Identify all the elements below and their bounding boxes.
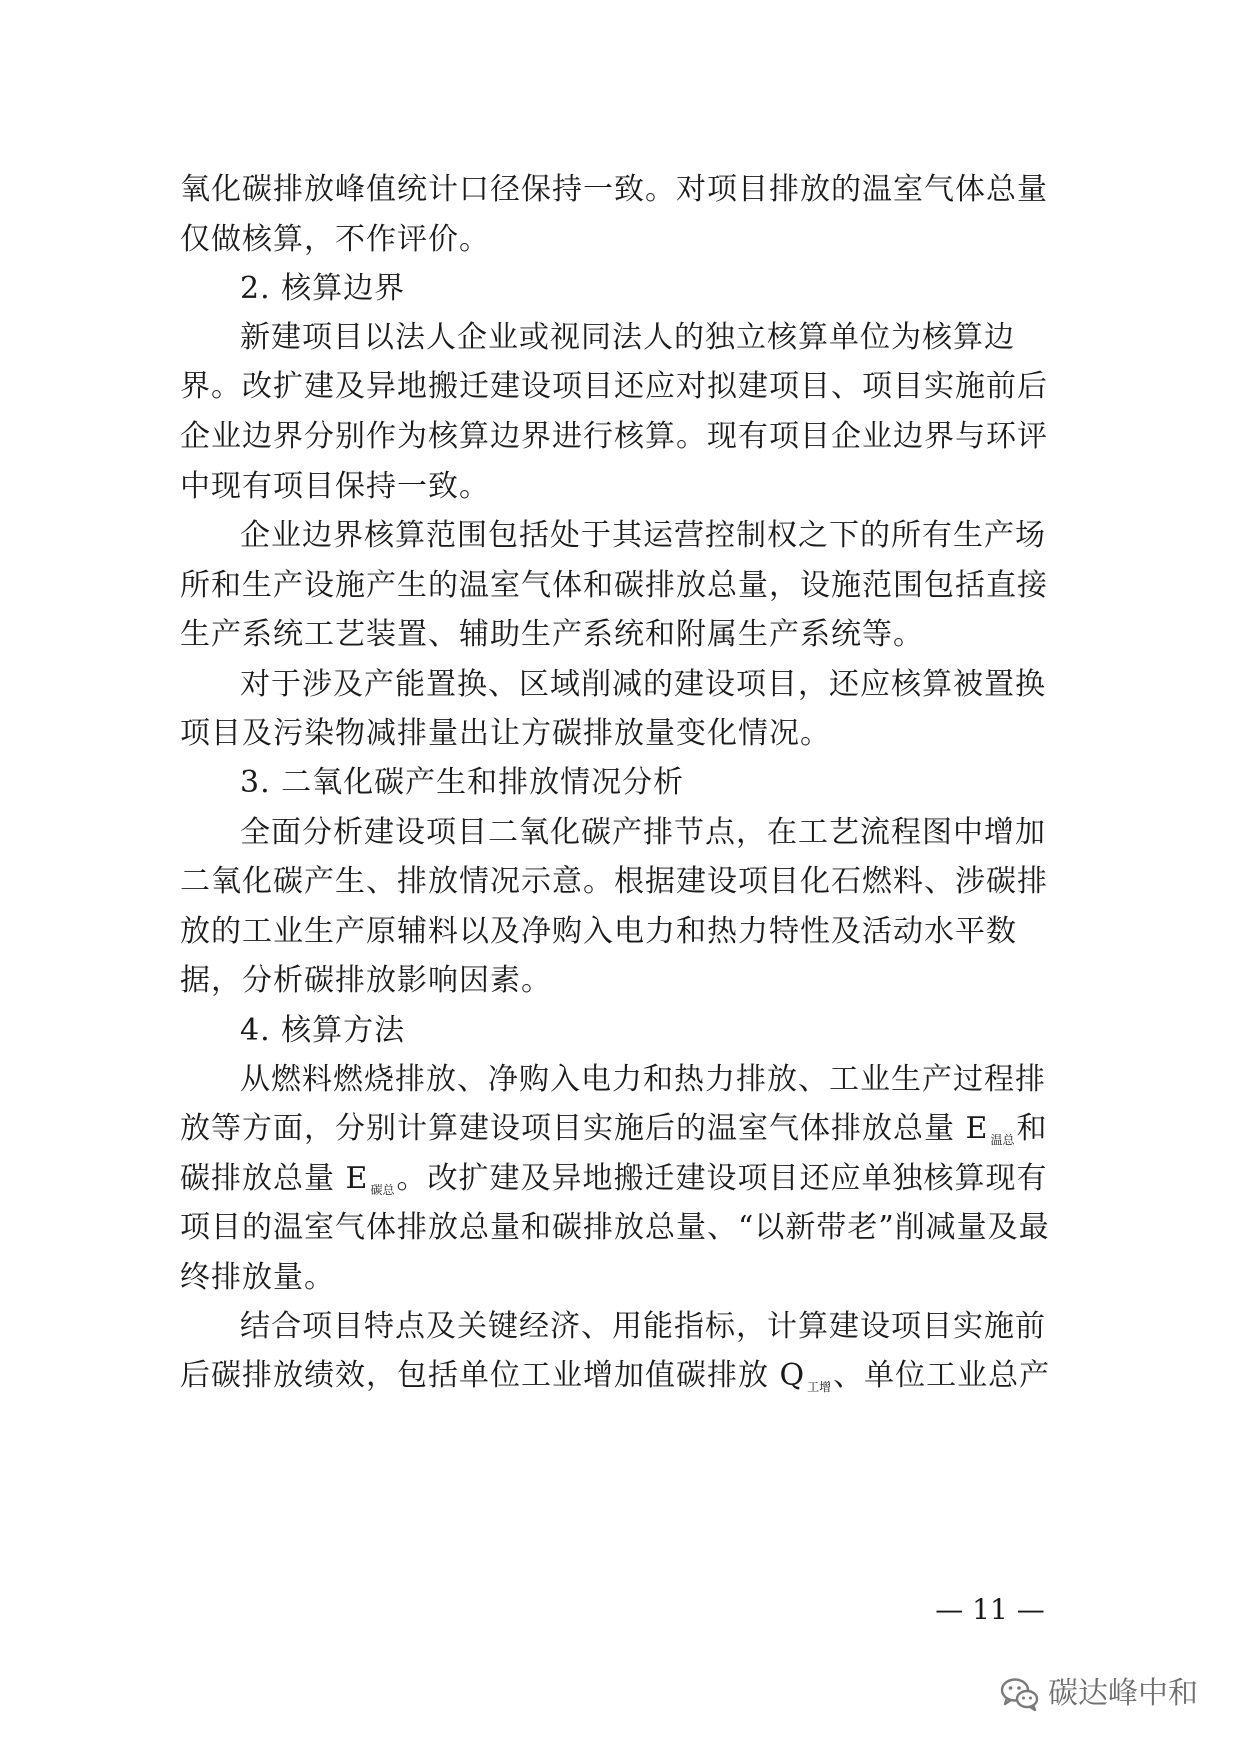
watermark-text: 碳达峰中和 [1048, 1676, 1198, 1711]
text-line: 新建项目以法人企业或视同法人的独立核算单位为核算边 [240, 320, 1015, 355]
text-line: 终排放量。 [180, 1260, 335, 1295]
text-line: 放的工业生产原辅料以及净购入电力和热力特性及活动水平数 [180, 914, 1017, 949]
text-line: 从燃料燃烧排放、净购入电力和热力排放、工业生产过程排 [240, 1062, 1046, 1097]
section-heading: 4. 核算方法 [240, 1013, 406, 1048]
text-line [180, 1349, 1060, 1403]
text-line: 项目的温室气体排放总量和碳排放总量、“以新带老”削减量及最 [180, 1210, 1050, 1245]
subscript: 温总 [990, 1133, 1015, 1147]
text-line: 所和生产设施产生的温室气体和碳排放总量，设施范围包括直接 [180, 568, 1048, 603]
text-line: 二氧化碳产生、排放情况示意。根据建设项目化石燃料、涉碳排 [180, 864, 1048, 899]
subscript: 碳总 [370, 1183, 395, 1197]
text-run: 和 [1016, 1111, 1048, 1146]
text-line: 中现有项目保持一致。 [180, 469, 490, 504]
text-line: 结合项目特点及关键经济、用能指标，计算建设项目实施前 [240, 1309, 1046, 1344]
page-number: — 11 — [935, 1593, 1045, 1626]
section-heading: 3. 二氧化碳产生和排放情况分析 [240, 765, 685, 800]
text-run: 碳排放总量 E [180, 1161, 369, 1196]
section-heading: 2. 核算边界 [240, 271, 406, 306]
text-run: 后碳排放绩效，包括单位工业增加值碳排放 Q [180, 1358, 806, 1393]
text-line: 项目及污染物减排量出让方碳排放量变化情况。 [180, 716, 831, 751]
text-line: 界。改扩建及异地搬迁建设项目还应对拟建项目、项目实施前后 [180, 369, 1048, 404]
text-line: 全面分析建设项目二氧化碳产排节点，在工艺流程图中增加 [240, 815, 1046, 850]
text-line [180, 1102, 1060, 1156]
text-line: 企业边界分别作为核算边界进行核算。现有项目企业边界与环评 [180, 419, 1048, 454]
text-line: 对于涉及产能置换、区域削减的建设项目，还应核算被置换 [240, 667, 1046, 702]
wechat-icon [1000, 1677, 1040, 1711]
text-line: 据，分析碳排放影响因素。 [180, 963, 552, 998]
text-run: 。改扩建及异地搬迁建设项目还应单独核算现有 [396, 1161, 1048, 1196]
watermark [1000, 1672, 1220, 1716]
text-run: 放等方面，分别计算建设项目实施后的温室气体排放总量 E [180, 1111, 989, 1146]
text-line: 氧化碳排放峰值统计口径保持一致。对项目排放的温室气体总量 [180, 172, 1048, 207]
text-line: 仅做核算，不作评价。 [180, 222, 490, 257]
text-line [180, 1152, 1060, 1206]
text-line: 生产系统工艺装置、辅助生产系统和附属生产系统等。 [180, 617, 924, 652]
text-line: 企业边界核算范围包括处于其运营控制权之下的所有生产场 [240, 518, 1046, 553]
subscript: 工增 [807, 1380, 832, 1394]
text-run: 、单位工业总产 [833, 1358, 1051, 1393]
